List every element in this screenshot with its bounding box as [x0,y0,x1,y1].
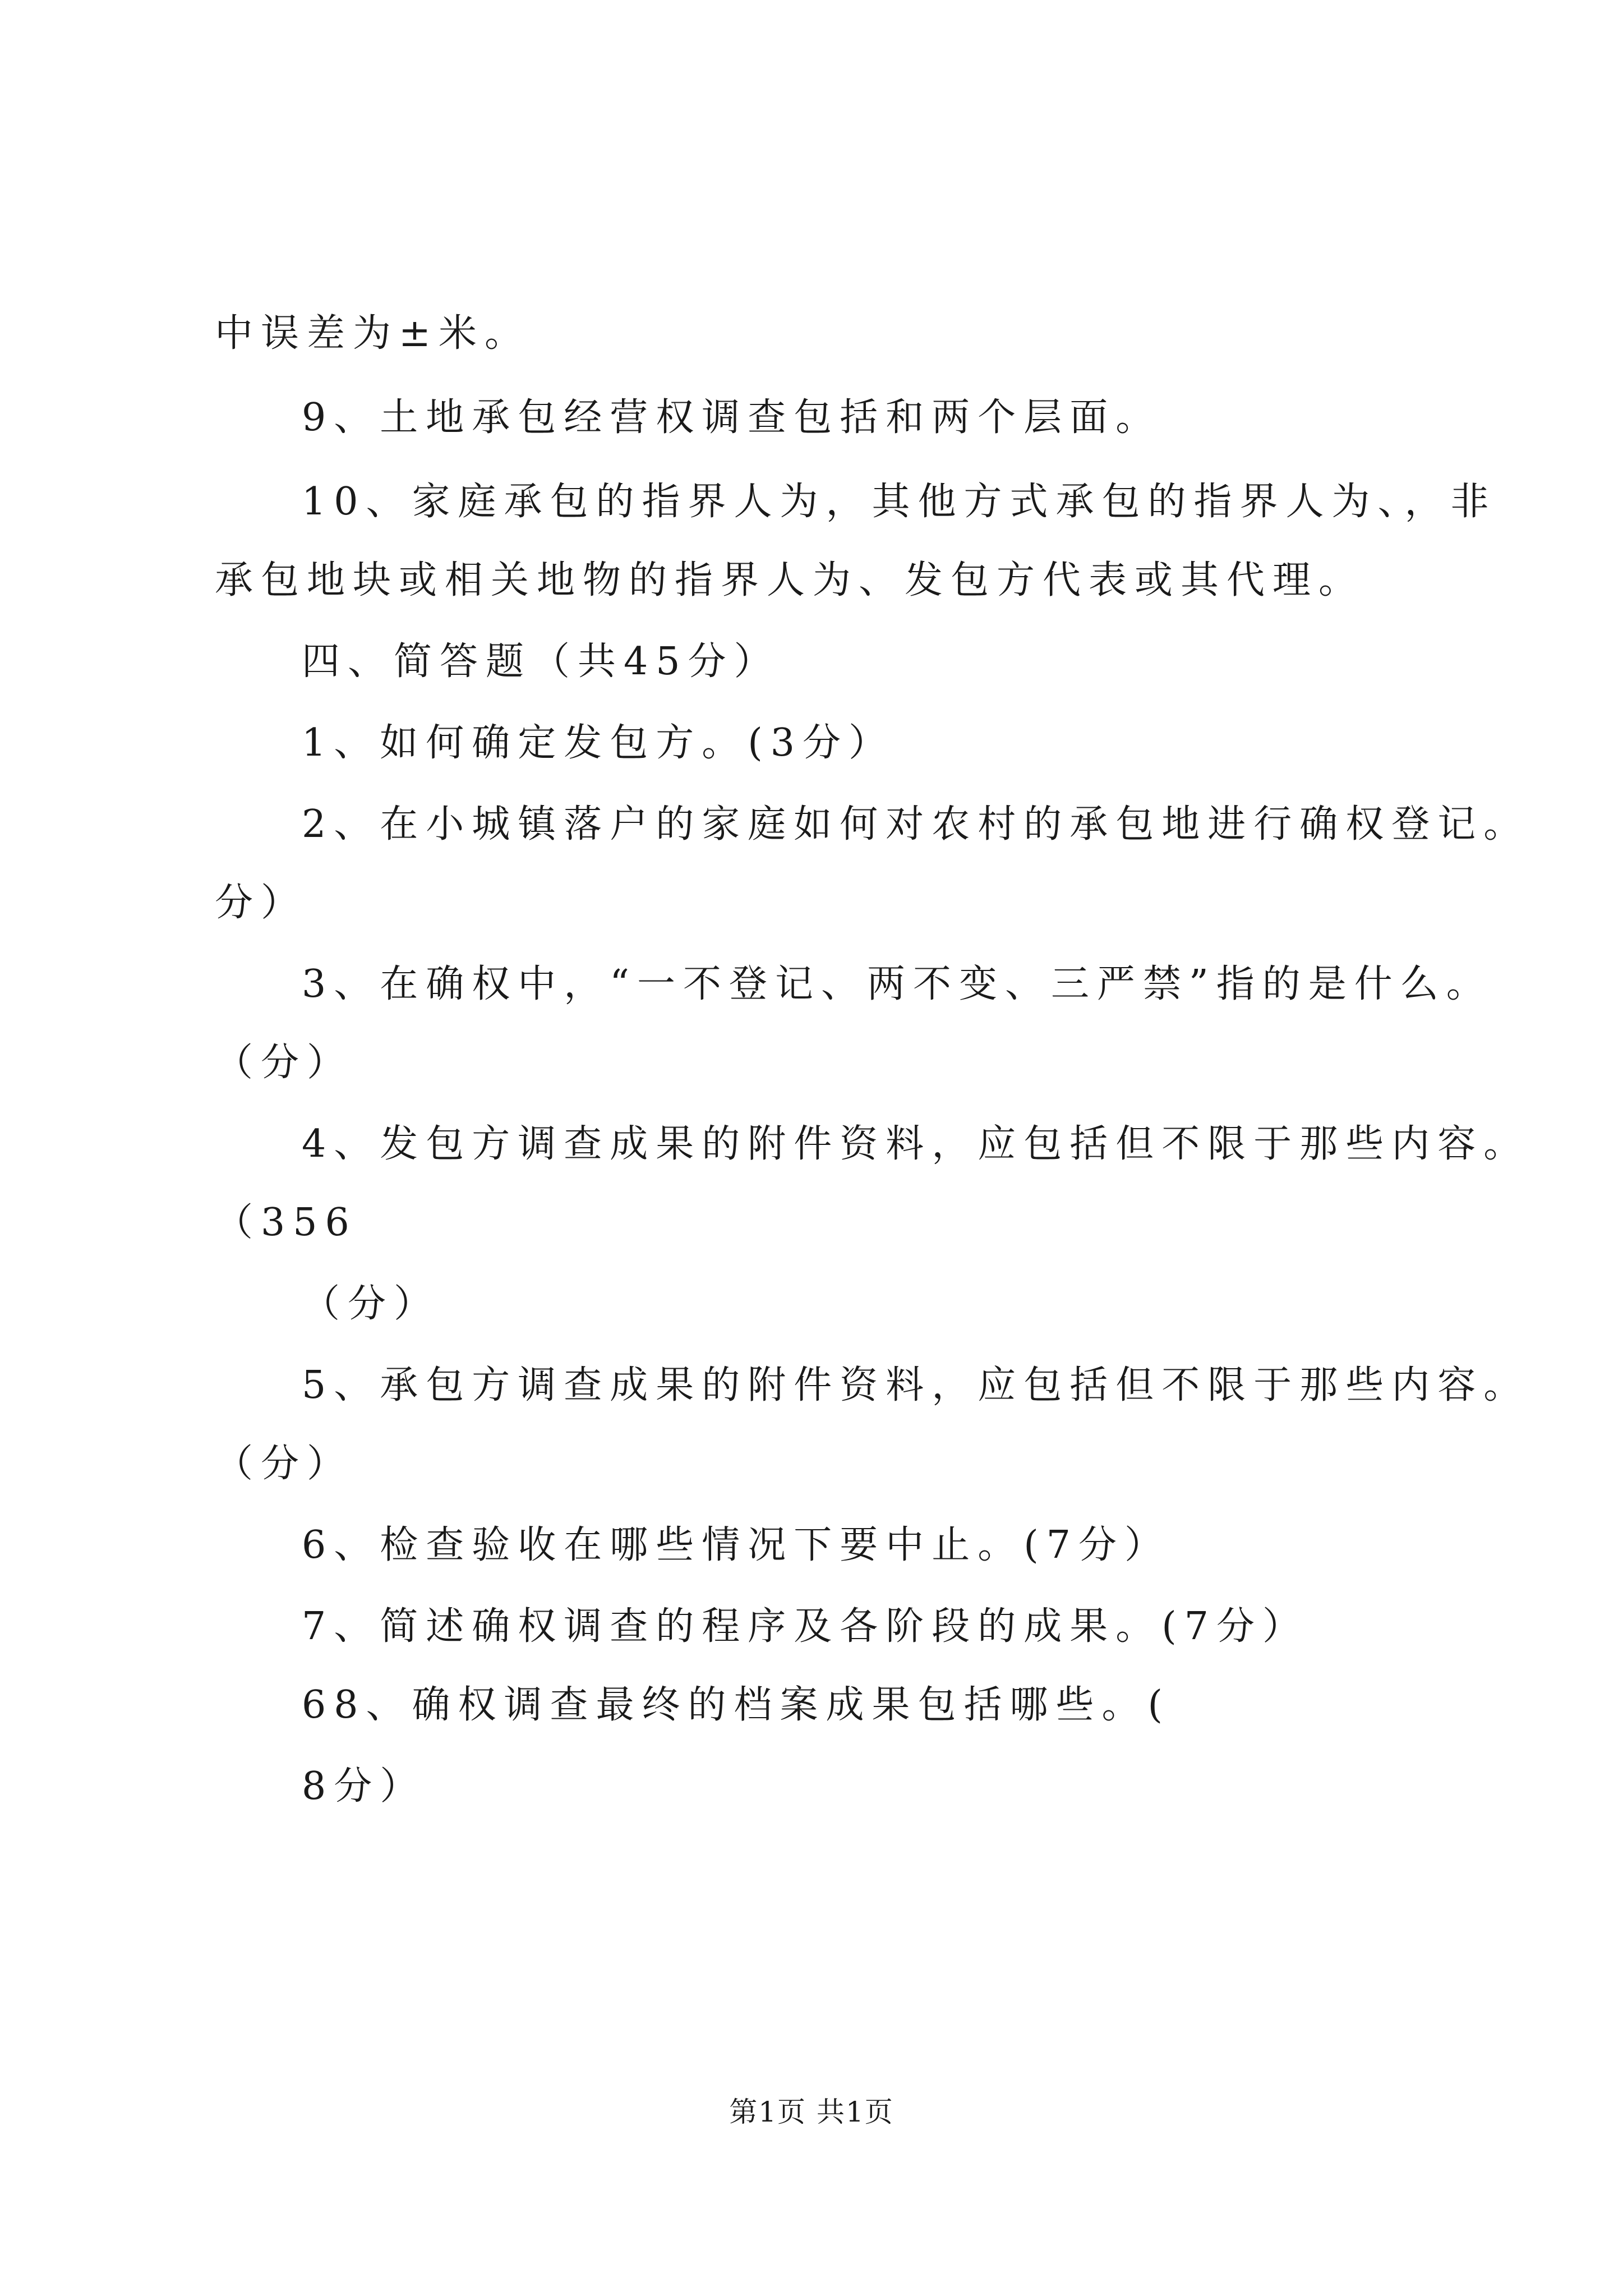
text-line: （分） [215,1442,353,1486]
question-item: 7、简述确权调查的程序及各阶段的成果。(7分） [302,1604,1309,1649]
question-item: 4、发包方调查成果的附件资料，应包括但不限于那些内容。 [302,1122,1530,1166]
text-line: 10、家庭承包的指界人为，其他方式承包的指界人为、，非 [302,480,1497,524]
question-item: 5、承包方调查成果的附件资料，应包括但不限于那些内容。 [302,1363,1530,1407]
text-line: （分） [302,1282,440,1326]
text-line: 9、土地承包经营权调查包括和两个层面。 [302,395,1162,440]
question-item: 1、如何确定发包方。(3分） [302,721,895,765]
text-line: 分） [215,881,307,925]
question-item: 6、检查验收在哪些情况下要中止。(7分） [302,1523,1171,1567]
question-item: 2、在小城镇落户的家庭如何对农村的承包地进行确权登记。 [302,802,1530,846]
text-line: 8分） [302,1764,426,1809]
text-line: （356 [215,1200,357,1245]
text-line: 中误差为±米。 [215,311,531,356]
page-footer: 第1页 共1页 [729,2096,894,2128]
text-line: 承包地块或相关地物的指界人为、发包方代表或其代理。 [215,558,1365,602]
section-heading: 四、简答题（共45分） [302,639,780,684]
text-line: （分） [215,1041,353,1085]
question-item: 3、在确权中，“一不登记、两不变、三严禁”指的是什么。 [302,962,1492,1006]
question-item: 68、确权调查最终的档案成果包括哪些。( [302,1683,1171,1727]
